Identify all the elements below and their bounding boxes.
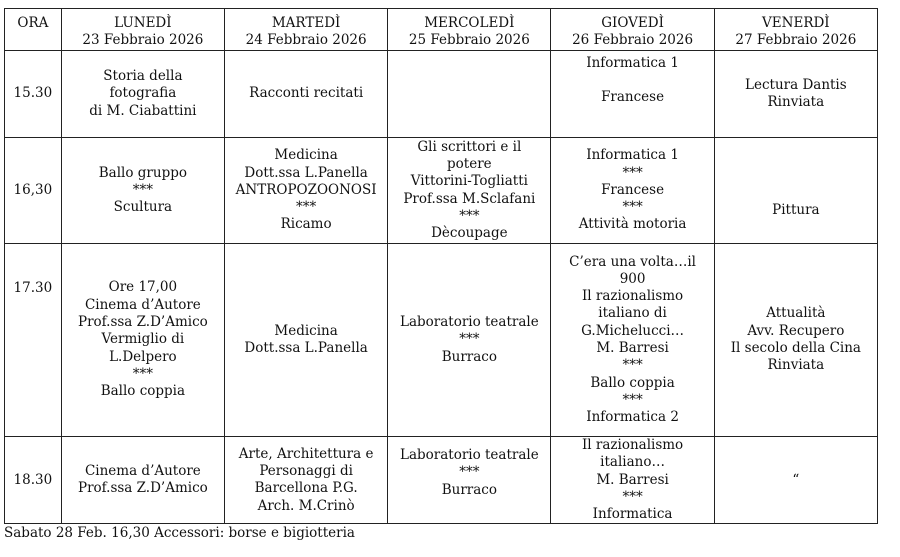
- activity-line: Burraco: [441, 481, 497, 498]
- schedule-row-1830: [5, 437, 878, 524]
- day-name: MARTEDÌ: [271, 15, 341, 31]
- time-label: 16,30: [13, 181, 53, 198]
- activity-line: Medicina: [274, 147, 338, 164]
- day-header-friday: [714, 9, 877, 51]
- activity-line: Vittorini-Togliatti: [410, 173, 528, 190]
- activity-line: Laboratorio teatrale: [399, 447, 539, 463]
- blank-line: [553, 72, 711, 89]
- day-date: 26 Febbraio 2026: [572, 32, 694, 49]
- cell-thursday: [551, 244, 714, 437]
- activity-line: Prof.ssa M.Sclafani: [403, 190, 536, 207]
- activity-line: Personaggi di: [259, 462, 353, 479]
- cell-thursday: [551, 437, 714, 524]
- activity-line: Lectura Dantis: [745, 76, 847, 93]
- activity-line: Vermiglio di: [101, 331, 185, 348]
- activity-line: Prof.ssa Z.D’Amico: [77, 314, 208, 331]
- time-label: 15.30: [13, 85, 53, 102]
- activity-line: Scultura: [113, 199, 173, 216]
- activity-line: Medicina: [274, 322, 338, 339]
- activity-line: Informatica: [592, 506, 673, 523]
- activity-line: Francese: [601, 89, 665, 106]
- activity-line: Barcellona P.G.: [254, 480, 358, 497]
- activity-line: Ballo coppia: [590, 374, 675, 391]
- separator-stars: ***: [622, 391, 643, 408]
- activity-line: Il razionalismo: [581, 437, 684, 453]
- activity-line: Il razionalismo: [581, 288, 684, 305]
- activity-line: potere: [447, 155, 492, 172]
- time-cell: [5, 51, 62, 138]
- day-header-monday: [61, 9, 224, 51]
- activity-line: Cinema d’Autore: [84, 296, 201, 313]
- activity-line: Il secolo della Cina: [730, 340, 861, 356]
- activity-line: italiano…: [600, 454, 665, 471]
- activity-line: Informatica 2: [586, 409, 679, 426]
- cell-friday: [714, 51, 877, 138]
- time-cell: [5, 138, 62, 244]
- separator-stars: ***: [132, 181, 153, 198]
- cell-thursday: [551, 51, 714, 138]
- day-header-tuesday: [225, 9, 388, 51]
- activity-line: Informatica 1: [586, 55, 679, 71]
- cell-monday: [61, 138, 224, 244]
- activity-line: Dott.ssa L.Panella: [244, 340, 368, 356]
- day-date: 25 Febbraio 2026: [408, 32, 530, 49]
- activity-line: Rinviata: [767, 357, 825, 374]
- activity-line: C’era una volta…il: [569, 253, 696, 270]
- activity-line: Arch. M.Crinò: [257, 497, 355, 514]
- activity-line: Dècoupage: [431, 225, 508, 242]
- activity-line: Racconti recitati: [249, 85, 364, 102]
- activity-line: Prof.ssa Z.D’Amico: [77, 480, 208, 497]
- activity-line: 900: [619, 270, 646, 287]
- activity-line: Arte, Architettura e: [238, 445, 374, 462]
- day-name: LUNEDÌ: [114, 15, 172, 31]
- cell-wednesday: [388, 138, 551, 244]
- activity-line: M. Barresi: [596, 471, 669, 488]
- schedule-row-1630: [5, 138, 878, 244]
- separator-stars: ***: [459, 207, 480, 224]
- activity-line: ANTROPOZOONOSI: [235, 181, 377, 198]
- activity-line: Cinema d’Autore: [84, 462, 201, 479]
- cell-tuesday: [225, 244, 388, 437]
- activity-line: Ballo gruppo: [98, 164, 187, 181]
- cell-monday: [61, 437, 224, 524]
- time-cell: [5, 437, 62, 524]
- activity-line: L.Delpero: [109, 348, 177, 365]
- activity-line: Gli scrittori e il: [417, 138, 522, 155]
- separator-stars: ***: [622, 488, 643, 505]
- separator-stars: ***: [459, 464, 480, 481]
- cell-tuesday: [225, 138, 388, 244]
- day-date: 23 Febbraio 2026: [82, 32, 204, 49]
- activity-line: Ballo coppia: [100, 383, 186, 400]
- separator-stars: ***: [622, 357, 643, 374]
- day-name: GIOVEDÌ: [601, 15, 664, 31]
- cell-monday: [61, 51, 224, 138]
- day-name: VENERDÌ: [762, 15, 830, 31]
- cell-wednesday-empty: [388, 51, 551, 138]
- schedule-row-1530: [5, 51, 878, 138]
- schedule-row-1730: [5, 244, 878, 437]
- separator-stars: ***: [622, 199, 643, 216]
- time-header-label: ORA: [17, 15, 49, 31]
- activity-line: Francese: [601, 181, 665, 198]
- separator-stars: ***: [295, 199, 317, 216]
- activity-line: M. Barresi: [596, 340, 669, 356]
- separator-stars: ***: [622, 164, 643, 181]
- day-date: 24 Febbraio 2026: [245, 32, 367, 49]
- cell-wednesday: [388, 437, 551, 524]
- activity-line: G.Michelucci…: [581, 322, 685, 339]
- activity-line: di M. Ciabattini: [89, 102, 197, 119]
- activity-line: Rinviata: [767, 94, 825, 110]
- activity-line: italiano di: [598, 305, 667, 322]
- activity-line: Ricamo: [280, 216, 332, 233]
- day-name: MERCOLEDÌ: [424, 15, 515, 31]
- cell-tuesday: [225, 437, 388, 524]
- time-label: 17.30: [13, 280, 53, 296]
- activity-line: Dott.ssa L.Panella: [244, 164, 368, 181]
- activity-line: Ore 17,00: [108, 279, 178, 296]
- cell-friday: [714, 138, 877, 244]
- day-date: 27 Febbraio 2026: [735, 32, 857, 49]
- time-cell: [5, 244, 62, 437]
- activity-line: Attività motoria: [578, 216, 687, 233]
- time-column-header: [5, 9, 62, 51]
- cell-wednesday: [388, 244, 551, 437]
- time-label: 18.30: [13, 471, 53, 488]
- header-row: [5, 9, 878, 51]
- cell-tuesday: [225, 51, 388, 138]
- separator-stars: ***: [459, 331, 480, 348]
- ditto-mark: “: [792, 471, 800, 488]
- activity-line: Pittura: [772, 201, 820, 218]
- cell-thursday: [551, 138, 714, 244]
- cell-friday: [714, 244, 877, 437]
- day-header-thursday: [551, 9, 714, 51]
- activity-line: Storia della: [103, 68, 183, 85]
- cell-friday: [714, 437, 877, 524]
- activity-line: fotografia: [109, 85, 177, 102]
- activity-line: Burraco: [441, 348, 497, 365]
- activity-line: Laboratorio teatrale: [399, 314, 539, 331]
- activity-line: Avv. Recupero: [747, 322, 845, 339]
- footer-note: Sabato 28 Feb. 16,30 Accessori: borse e bigiotteria: [4, 525, 355, 541]
- activity-line: Informatica 1: [586, 147, 679, 164]
- day-header-wednesday: [388, 9, 551, 51]
- separator-stars: ***: [132, 365, 153, 382]
- activity-line: Attualità: [766, 305, 826, 322]
- cell-monday: [61, 244, 224, 437]
- weekly-schedule-table: [4, 8, 878, 524]
